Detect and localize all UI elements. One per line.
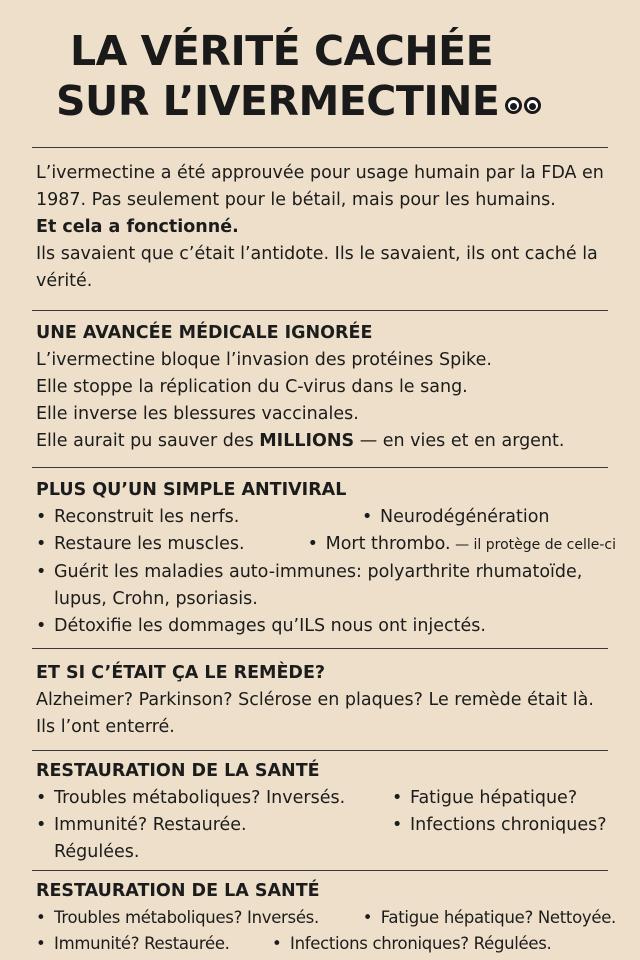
- list-item: • Infections chroniques?: [392, 812, 607, 839]
- bullet-row: [36, 785, 616, 812]
- section-heading: RESTAURATION DE LA SANTÉ: [36, 761, 320, 781]
- intro-section: [36, 160, 616, 295]
- section-line: L’ivermectine bloque l’invasion des protéines Spike.: [36, 350, 492, 370]
- section-line: Elle inverse les blessures vaccinales.: [36, 404, 359, 424]
- divider: [32, 750, 608, 751]
- intro-paragraph-1: L’ivermectine a été approuvée pour usage humain par la FDA en 1987. Pas seulement pour le bétail, mais pour les humains.: [36, 163, 604, 210]
- section-heading: PLUS QU’UN SIMPLE ANTIVIRAL: [36, 480, 347, 500]
- divider: [32, 467, 608, 468]
- page-title: [0, 26, 640, 129]
- list-item: • Reconstruit les nerfs.: [36, 504, 354, 531]
- divider: [32, 147, 608, 148]
- list-item: • Guérit les maladies auto-immunes: polyarthrite rhumatoïde, lupus, Crohn, psoriasis.: [36, 559, 616, 613]
- intro-paragraph-3: Ils savaient que c’était l’antidote. Ils le savaient, ils ont caché la vérité.: [36, 244, 598, 291]
- title-line-2-text: SUR L’IVERMECTINE: [56, 77, 500, 125]
- section-line: Elle stoppe la réplication du C-virus dans le sang.: [36, 377, 468, 397]
- section-heading: ET SI C’ÉTAIT ÇA LE REMÈDE?: [36, 663, 326, 683]
- line-emphasis: MILLIONS: [259, 431, 355, 451]
- bullet-row: [36, 812, 616, 839]
- list-item: • Neurodégénération: [362, 504, 550, 531]
- list-item-text: Mort thrombo.: [325, 534, 451, 554]
- section-line: [36, 428, 616, 455]
- section-health-restoration: [36, 758, 616, 866]
- list-item: [308, 531, 616, 559]
- section-heading: RESTAURATION DE LA SANTÉ: [36, 881, 320, 901]
- list-item-note: — il protège de celle-ci: [450, 537, 616, 553]
- section-health-restoration-2: [36, 878, 616, 957]
- title-line-2: [0, 76, 640, 129]
- section-text: Alzheimer? Parkinson? Sclérose en plaques? Le remède était là. Ils l’ont enterré.: [36, 690, 594, 737]
- divider: [32, 310, 608, 311]
- section-medical-breakthrough: [36, 320, 616, 455]
- bullet-row: [36, 931, 616, 957]
- eyes-icon: [505, 75, 543, 125]
- list-item: • Restaure les muscles.: [36, 531, 308, 559]
- section-heading: UNE AVANCÉE MÉDICALE IGNORÉE: [36, 323, 373, 343]
- list-item: • Fatigue hépatique? Nettoyée.: [363, 905, 616, 931]
- list-item: • Troubles métaboliques? Inversés.: [36, 785, 392, 812]
- section-remedy: [36, 660, 616, 741]
- line-suffix: — en vies et en argent.: [354, 431, 565, 451]
- title-line-1: LA VÉRITÉ CACHÉE: [70, 27, 494, 75]
- list-item: • Immunité? Restaurée.: [36, 931, 254, 957]
- list-item: • Fatigue hépatique?: [392, 785, 577, 812]
- divider: [32, 648, 608, 649]
- bullet-row: [36, 504, 616, 531]
- bullet-row: [36, 531, 616, 559]
- list-item: • Troubles métaboliques? Inversés.: [36, 905, 363, 931]
- list-item: • Immunité? Restaurée.: [36, 812, 392, 839]
- list-item-continuation: Régulées.: [54, 842, 140, 862]
- bullet-row: [36, 905, 616, 931]
- divider: [32, 870, 608, 871]
- line-prefix: Elle aurait pu sauver des: [36, 431, 260, 451]
- list-item: • Infections chroniques? Régulées.: [272, 931, 552, 957]
- list-item: • Détoxifie les dommages qu’ILS nous ont injectés.: [36, 613, 616, 640]
- intro-paragraph-2: Et cela a fonctionné.: [36, 217, 239, 237]
- section-antiviral: [36, 477, 616, 640]
